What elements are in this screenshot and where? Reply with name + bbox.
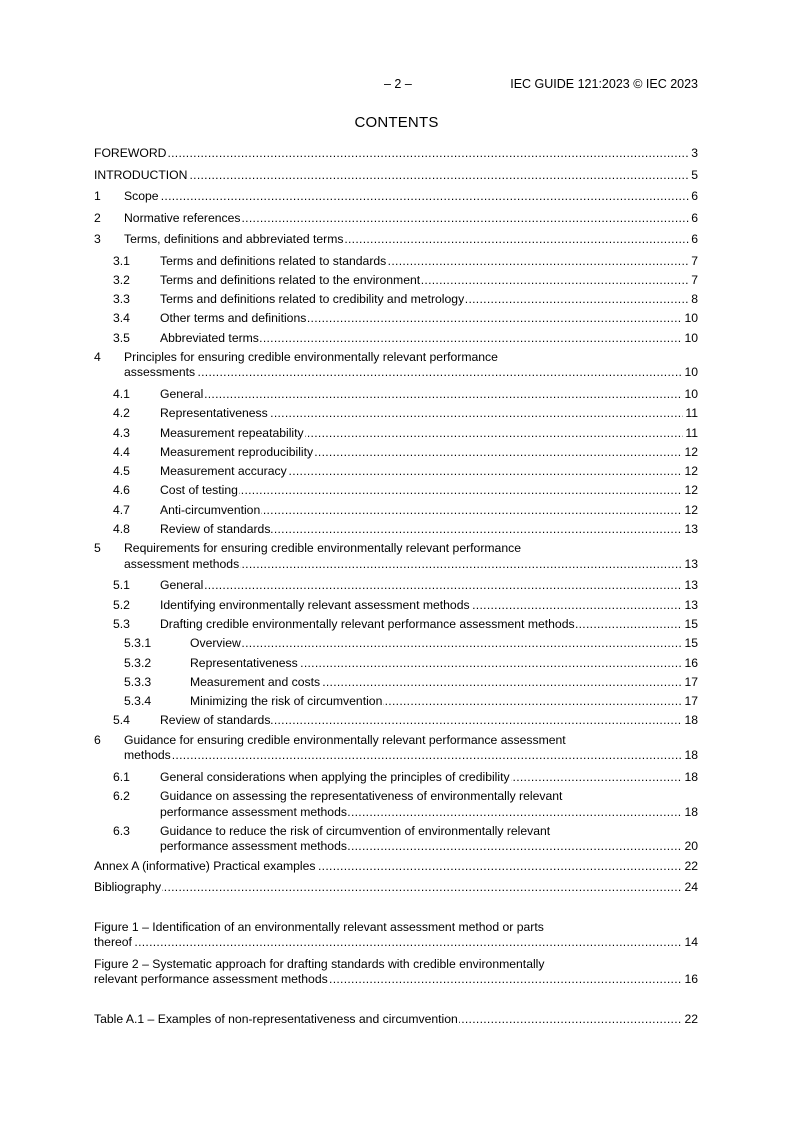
toc-entry-page: 6 [691, 189, 698, 203]
toc-entry-page: 7 [691, 253, 698, 268]
toc-entry-page: 12 [684, 483, 698, 498]
toc-entry-number: 5.3.3 [124, 674, 152, 689]
toc-entry-number: 4.1 [113, 386, 130, 401]
toc-entry[interactable] [94, 694, 698, 710]
toc-entry-title [190, 656, 698, 672]
toc-entry[interactable] [94, 189, 698, 205]
toc-entry-page: 18 [684, 713, 698, 728]
toc-entry-number: 2 [94, 210, 101, 225]
toc-entry-title [94, 146, 698, 162]
toc-entry-title [124, 189, 698, 205]
toc-entry[interactable] [94, 292, 698, 308]
toc-entry-title [94, 935, 698, 951]
toc-entry-page: 5 [691, 167, 698, 182]
toc-entry-title-text: Table A.1 – Examples of non-representativeness and circumvention [94, 1011, 458, 1026]
toc-entry-title [124, 557, 698, 573]
toc-entry-page: 12 [684, 502, 698, 517]
toc-entry-page: 11 [685, 425, 698, 440]
toc-entry-page: 18 [684, 748, 698, 763]
toc-entry[interactable] [94, 522, 698, 538]
toc-entry-title [160, 445, 698, 461]
toc-entry-title-text: Representativeness [190, 655, 298, 670]
toc-entry[interactable] [94, 824, 698, 855]
toc-entry[interactable] [94, 406, 698, 422]
toc-entry-page: 13 [684, 597, 698, 612]
toc-entry-title-text: Review of standards [160, 522, 271, 537]
toc-entry-title-text: General [160, 578, 204, 593]
toc-entry-title-line: Requirements for ensuring credible environmentally relevant performance [124, 541, 521, 556]
toc-entry-title [190, 675, 698, 691]
toc-entry-title-text: Measurement reproducibility [160, 444, 314, 459]
toc-entry[interactable] [94, 541, 698, 572]
toc-entry-title [160, 254, 698, 270]
toc-entry-title-text: Identifying environmentally relevant assessment methods [160, 597, 470, 612]
toc-entry-title-text: Normative references [124, 210, 241, 225]
toc-entry-title [160, 503, 698, 519]
toc-entry-title [94, 168, 698, 184]
toc-entry-title-text: Terms and definitions related to the environment [160, 272, 421, 287]
toc-entry-number: 4.4 [113, 444, 130, 459]
toc-entry-title-text: Measurement repeatability [160, 425, 304, 440]
toc-entry[interactable] [94, 464, 698, 480]
toc-entry-page: 6 [691, 232, 698, 246]
toc-entry-title-text: Anti-circumvention [160, 502, 261, 517]
toc-entry-page: 17 [684, 674, 698, 689]
toc-entry-title-text: Other terms and definitions [160, 311, 307, 326]
toc-entry-title [160, 483, 698, 499]
toc-entry-page: 12 [684, 464, 698, 479]
toc-entry-title-text: Overview [190, 636, 241, 651]
toc-entry-title [160, 617, 698, 633]
toc-entry-page: 11 [685, 406, 698, 421]
toc-entry[interactable] [94, 350, 698, 381]
toc-entry-title-line: Principles for ensuring credible environmentally relevant performance [124, 349, 498, 364]
toc-entry-title [190, 694, 698, 710]
toc-entry-title-text: methods [124, 748, 171, 763]
toc-entry-number: 1 [94, 189, 101, 203]
toc-entry-number: 5 [94, 541, 101, 556]
toc-entry-number: 4.6 [113, 483, 130, 498]
toc-entry[interactable] [94, 483, 698, 499]
toc-entry-page: 10 [684, 311, 698, 326]
toc-entry-number: 3.2 [113, 272, 130, 287]
toc-entry-title-line: Figure 2 – Systematic approach for drafting standards with credible environmentally [94, 956, 545, 971]
toc-entry[interactable] [94, 770, 698, 786]
toc-entry-page: 24 [684, 880, 698, 895]
toc-entry[interactable] [94, 331, 698, 347]
toc-entry-page: 13 [684, 522, 698, 537]
toc-entry-title-text: Abbreviated terms [160, 330, 259, 345]
toc-entry-title-text: Scope [124, 189, 159, 203]
toc-entry-title-text: Minimizing the risk of circumvention [190, 694, 383, 709]
toc-entry-title [94, 880, 698, 896]
toc-entry-number: 4.8 [113, 522, 130, 537]
toc-entry[interactable] [94, 617, 698, 633]
toc-entry[interactable] [94, 254, 698, 270]
toc-entry-page: 12 [684, 444, 698, 459]
spacer [94, 902, 698, 920]
toc-entry-number: 3 [94, 232, 101, 246]
toc-entry[interactable] [94, 859, 698, 875]
toc-entry-number: 6.3 [113, 823, 130, 838]
document-identifier: IEC GUIDE 121:2023 © IEC 2023 [510, 77, 698, 91]
toc-entry-page: 8 [691, 292, 698, 307]
toc-entry-number: 5.3.4 [124, 694, 152, 709]
toc-entry-number: 3.5 [113, 330, 130, 345]
toc-entry-title-text: Drafting credible environmentally relevant performance assessment methods [160, 616, 575, 631]
toc-entry-title [94, 1012, 698, 1028]
toc-entry[interactable] [94, 445, 698, 461]
toc-entry[interactable] [94, 789, 698, 820]
toc-entry-title-text: Measurement accuracy [160, 464, 287, 479]
toc-entry[interactable] [94, 232, 698, 248]
toc-entry-title [160, 311, 698, 327]
toc-entry-title [160, 331, 698, 347]
toc-entry-title-line: Guidance to reduce the risk of circumvention of environmentally relevant [160, 823, 551, 838]
toc-entry-title-text: relevant performance assessment methods [94, 972, 328, 987]
toc-entry[interactable] [94, 387, 698, 403]
toc-entry[interactable] [94, 426, 698, 442]
contents-title: CONTENTS [354, 114, 439, 131]
toc-entry-title [94, 972, 698, 988]
toc-entry-title-line: Guidance for ensuring credible environmentally relevant performance assessment [124, 732, 566, 747]
toc-entry-page: 16 [684, 972, 698, 987]
toc-entry-title [94, 859, 698, 875]
toc-entry-page: 10 [684, 386, 698, 401]
toc-entry-title-text: Annex A (informative) Practical examples [94, 858, 316, 873]
toc-entry-title-text: Review of standards [160, 713, 271, 728]
toc-entry-page: 13 [684, 578, 698, 593]
toc-entry-page: 10 [684, 330, 698, 345]
toc-entry-number: 6 [94, 732, 101, 747]
toc-entry[interactable] [94, 713, 698, 729]
toc-entry-number: 3.3 [113, 292, 130, 307]
toc-entry-page: 17 [684, 694, 698, 709]
spacer [94, 994, 698, 1012]
toc-entry-title [160, 522, 698, 538]
toc-entry[interactable] [94, 880, 698, 896]
toc-entry[interactable] [94, 920, 698, 951]
toc-entry-page: 22 [684, 1011, 698, 1026]
toc-entry-title-text: Terms, definitions and abbreviated terms [124, 232, 344, 246]
toc-entry-page: 15 [684, 616, 698, 631]
toc-entry-number: 3.1 [113, 253, 130, 268]
toc-entry[interactable] [94, 598, 698, 614]
toc-entry[interactable] [94, 1012, 698, 1028]
toc-entry-title-text: General considerations when applying the principles of credibility [160, 769, 510, 784]
toc-entry-page: 14 [684, 935, 698, 950]
toc-entry-number: 4.5 [113, 464, 130, 479]
toc-entry-number: 4.3 [113, 425, 130, 440]
toc-entry-title [160, 713, 698, 729]
toc-entry[interactable] [94, 211, 698, 227]
toc-entry[interactable] [94, 168, 698, 184]
toc-entry-page: 3 [691, 146, 698, 160]
toc-entry-title [160, 598, 698, 614]
toc-entry[interactable] [94, 656, 698, 672]
table-of-contents [94, 146, 698, 1033]
toc-entry-number: 5.2 [113, 597, 130, 612]
toc-entry-title [160, 406, 698, 422]
toc-entry-title-text: thereof [94, 935, 132, 950]
toc-entry-page: 10 [684, 365, 698, 380]
toc-entry-title [160, 426, 698, 442]
toc-entry-title [124, 748, 698, 764]
toc-entry[interactable] [94, 733, 698, 764]
toc-entry-number: 3.4 [113, 311, 130, 326]
toc-entry-title-text: Cost of testing [160, 483, 238, 498]
toc-entry[interactable] [94, 311, 698, 327]
toc-entry-title [160, 387, 698, 403]
toc-entry-title [160, 578, 698, 594]
toc-entry-page: 20 [684, 839, 698, 854]
toc-entry-title-text: assessment methods [124, 556, 240, 571]
toc-entry-title-line: Guidance on assessing the representativeness of environmentally relevant [160, 789, 563, 804]
toc-entry-title-text: performance assessment methods [160, 804, 347, 819]
toc-entry-title [124, 232, 698, 248]
toc-entry-title [160, 805, 698, 821]
toc-entry-number: 5.3 [113, 616, 130, 631]
toc-entry-title-text: Bibliography [94, 880, 162, 895]
toc-entry-number: 4.2 [113, 406, 130, 421]
toc-entry-number: 5.3.2 [124, 655, 152, 670]
toc-entry-number: 5.3.1 [124, 636, 152, 651]
toc-entry-title-text: assessments [124, 365, 196, 380]
toc-entry-title [160, 839, 698, 855]
toc-entry[interactable] [94, 503, 698, 519]
page-header [94, 76, 698, 92]
toc-entry-title [124, 211, 698, 227]
toc-entry-number: 6.2 [113, 789, 130, 804]
toc-entry-title-text: General [160, 386, 204, 401]
page-number: – 2 – [384, 77, 412, 91]
toc-entry-title-text: Representativeness [160, 406, 268, 421]
toc-entry[interactable] [94, 578, 698, 594]
toc-entry-title [124, 365, 698, 381]
toc-entry-title-text: Terms and definitions related to credibility and metrology [160, 292, 465, 307]
toc-entry-page: 15 [684, 636, 698, 651]
toc-entry-number: 5.1 [113, 578, 130, 593]
toc-entry-title [160, 464, 698, 480]
toc-entry-title-text: Measurement and costs [190, 674, 321, 689]
toc-entry[interactable] [94, 273, 698, 289]
toc-entry-title-text: Terms and definitions related to standards [160, 253, 387, 268]
toc-entry-title [160, 273, 698, 289]
toc-entry-title-text: performance assessment methods [160, 839, 347, 854]
toc-entry-title-text: INTRODUCTION [94, 167, 188, 182]
toc-entry-title-text: FOREWORD [94, 146, 167, 160]
toc-entry-page: 18 [684, 769, 698, 784]
spacer [94, 1027, 698, 1033]
toc-entry[interactable] [94, 957, 698, 988]
toc-entry-page: 7 [691, 272, 698, 287]
toc-entry-title-line: Figure 1 – Identification of an environmentally relevant assessment method or parts [94, 919, 544, 934]
toc-entry-title [190, 636, 698, 652]
toc-entry-title [160, 292, 698, 308]
toc-entry[interactable] [94, 146, 698, 162]
toc-entry-page: 13 [684, 556, 698, 571]
toc-entry-title [160, 770, 698, 786]
toc-entry-page: 22 [684, 858, 698, 873]
toc-entry-number: 4 [94, 349, 101, 364]
toc-entry-number: 4.7 [113, 502, 130, 517]
toc-entry-number: 6.1 [113, 769, 130, 784]
toc-entry[interactable] [94, 636, 698, 652]
toc-entry[interactable] [94, 675, 698, 691]
toc-entry-page: 18 [684, 804, 698, 819]
toc-entry-page: 16 [684, 655, 698, 670]
toc-entry-page: 6 [691, 210, 698, 225]
toc-entry-number: 5.4 [113, 713, 130, 728]
